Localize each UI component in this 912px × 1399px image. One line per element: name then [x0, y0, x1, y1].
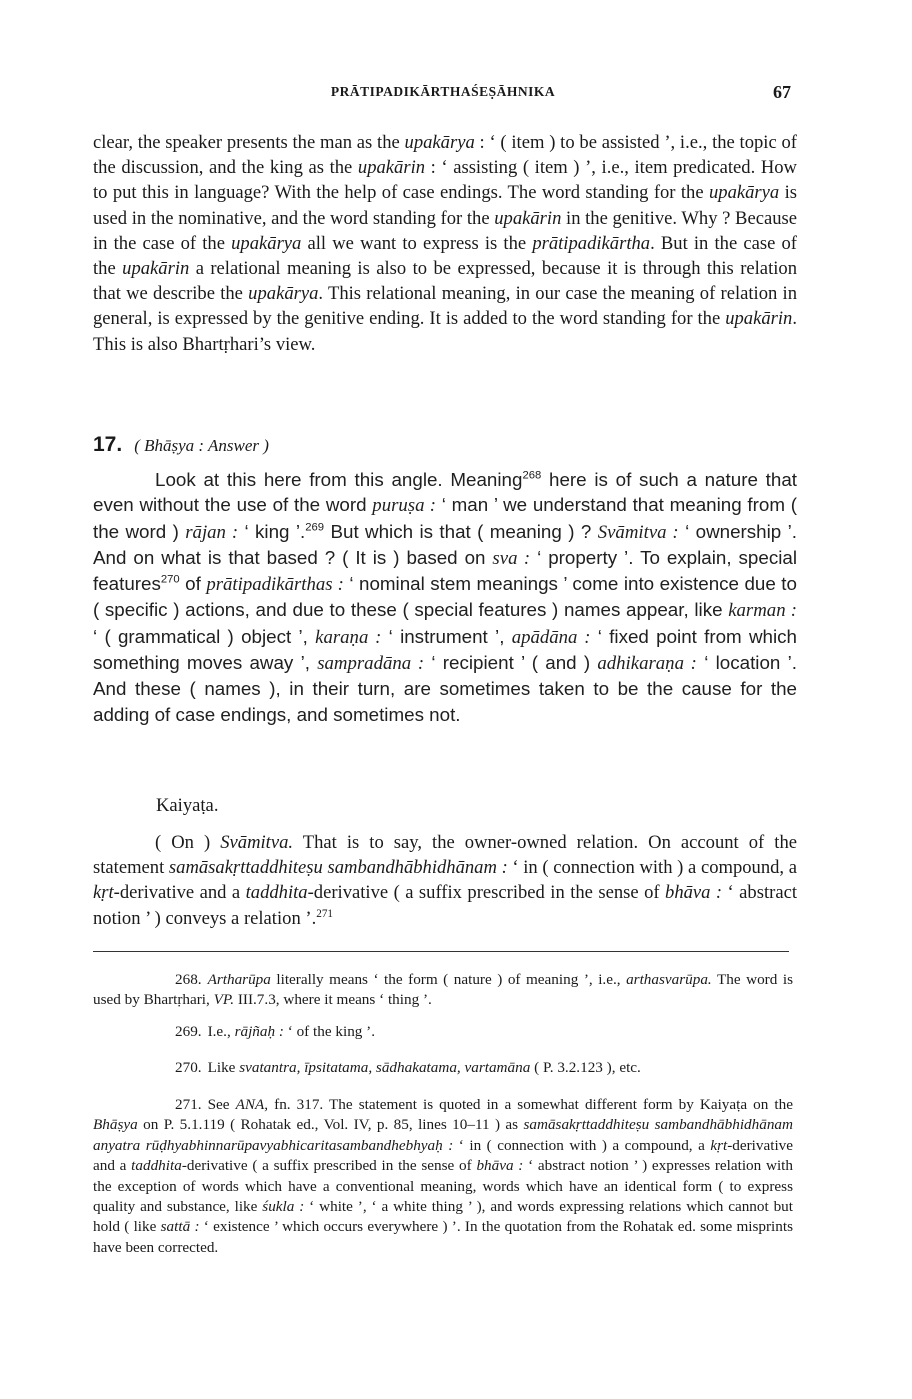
section-number: 17.: [93, 433, 123, 456]
footnote-271: 271. See ANA, fn. 317. The statement is quoted in a somewhat different form by Kaiyaṭa on the Bhāṣya on P. 5.1.119 ( Rohatak ed., Vol. IV, p. 85, lines 10–11 ) as samāsakṛttaddhiteṣu sambandhābhidhānam anyatra rūḍhyabhinnarūpavyabhicaritasambandhebhyaḥ : ‘ in ( connection with ) a compound, a kṛt-derivative and a taddhita-derivative ( a suffix prescribed in the sense of bhāva : ‘ abstract notion ’ ) expresses relation with the exception of words which have a conventional meaning, words which have an identical form ( to express quality and substance, like śukla : ‘ white ’, ‘ a white thing ’ ), and words expressing relations which cannot but hold ( like sattā : ‘ existence ’ which occurs everywhere ) ’. In the quotation from the Rohatak ed. some misprints have been corrected.: [93, 1096, 793, 1256]
bhasya-text: Look at this here from this angle. Meaning$^{268}$ here is of such a nature that even without the use of the word puruṣa : ‘ man ’ we understand that meaning from ( the word ) rājan : ‘ king ’.$^{269}$ But which is that ( meaning ) ? Svāmitva : ‘ ownership ’. And on what is that based ? ( It is ) based on sva : ‘ property ’. To explain, special features$^{270}$ of prātipadikārthas : ‘ nominal stem meanings ’ come into existence due to ( specific ) actions, and due to these ( special features ) names appear, like karman : ‘ ( grammatical ) object ’, karaṇa : ‘ instrument ’, apādāna : ‘ fixed point from which something moves away ’, sampradāna : ‘ recipient ’ ( and ) adhikaraṇa : ‘ location ’. And these ( names ), in their turn, are sometimes taken to be the cause for the adding of case endings, and sometimes not.: [93, 469, 798, 725]
running-head: PRĀTIPADIKĀRTHAŚEṢĀHNIKA: [330, 84, 556, 99]
page-header: [93, 84, 793, 108]
footnote-268: 268. Artharūpa literally means ‘ the form ( nature ) of meaning ’, i.e., arthasvarūpa. The word is used by Bhartṛhari, VP. III.7.3, where it means ‘ thing ’.: [93, 971, 793, 1009]
section-heading: [93, 433, 269, 457]
footnote-ref: 270: [160, 573, 180, 586]
kaiyata-heading: Kaiyaṭa.: [156, 795, 219, 816]
paragraph-upakarya: clear, the speaker presents the man as the upakārya : ‘ ( item ) to be assisted ’, i.e., the topic of the discussion, and the king as the upakārin : ‘ assisting ( item ) ’, i.e., item predicated. How to put this in language? With the help of case endings. The word standing for the upakārya is used in the nominative, and the word standing for the upakārin in the genitive. Why ? Because in the case of the upakārya all we want to express is the prātipadikārtha. But in the case of the upakārin a relational meaning is also to be expressed, because it is through this relation that we describe the upakārya. This relational meaning, in our case the meaning of relation in general, is expressed by the genitive ending. It is added to the word standing for the upakārin. This is also Bhartṛhari’s view.: [93, 132, 797, 355]
footnote-ref: 268: [522, 469, 542, 482]
kaiyata-text: ( On ) Svāmitva. That is to say, the owner-owned relation. On account of the statement samāsakṛttaddhiteṣu sambandhābhidhānam : ‘ in ( connection with ) a compound, a kṛt-derivative and a taddhita-derivative ( a suffix prescribed in the sense of bhāva : ‘ abstract notion ’ ) conveys a relation ’.$^{271}$: [93, 832, 797, 929]
footnote-270: 270. Like svatantra, īpsitatama, sādhakatama, vartamāna ( P. 3.2.123 ), etc.: [175, 1059, 641, 1076]
footnote-divider: [93, 951, 789, 952]
page-number: 67: [773, 82, 791, 102]
section-label: ( Bhāṣya : Answer ): [134, 436, 269, 455]
footnote-ref: 269: [305, 521, 325, 534]
footnote-269: 269. I.e., rājñaḥ : ‘ of the king ’.: [175, 1023, 376, 1040]
footnote-ref: 271: [316, 907, 333, 920]
